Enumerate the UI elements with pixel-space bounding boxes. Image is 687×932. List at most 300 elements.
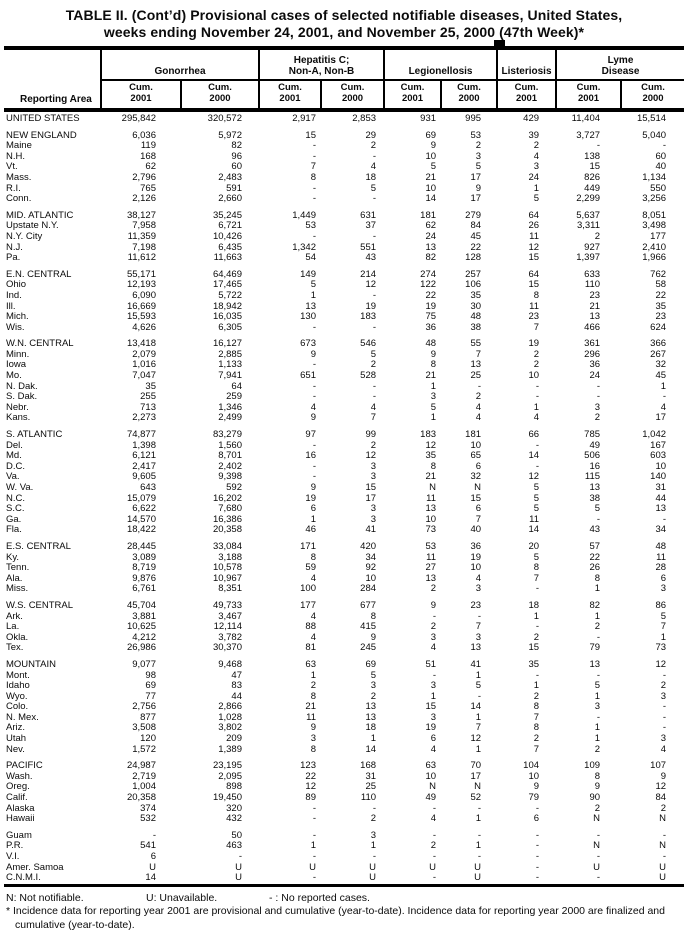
value-cell: 1 (475, 711, 482, 723)
table-row (4, 403, 684, 414)
value-cell: 6 (430, 733, 437, 745)
value-cell: - (372, 150, 377, 162)
value-cell: 15 (589, 161, 601, 173)
value-cell: 96 (231, 150, 242, 162)
value-cell: 15 (425, 701, 437, 713)
table-row (4, 863, 684, 874)
value-cell: - (596, 829, 601, 841)
value-cell: 633 (584, 268, 601, 280)
value-cell: 15,593 (126, 311, 156, 323)
value-cell: 2 (370, 140, 377, 152)
value-cell: 69 (145, 680, 156, 692)
col-header-listeriosis-cum-2001 (497, 80, 556, 110)
value-cell: 1,133 (218, 359, 242, 371)
table-row (4, 595, 684, 612)
value-cell: - (432, 829, 437, 841)
value-cell: 9 (310, 482, 316, 493)
reporting-area-cell: Mich. (6, 311, 29, 323)
value-cell: 5 (533, 551, 540, 563)
value-cell: - (535, 391, 540, 403)
reporting-area-cell: Nev. (6, 743, 25, 755)
value-cell: 7,047 (132, 370, 156, 382)
table-row (4, 441, 684, 452)
value-cell: 106 (465, 279, 482, 291)
value-cell: 122 (420, 279, 437, 291)
value-cell: - (662, 701, 667, 713)
value-cell: 12 (425, 439, 437, 451)
value-cell: 183 (420, 429, 437, 441)
value-cell: 8 (310, 551, 316, 563)
value-cell: - (312, 359, 316, 371)
reporting-area-cell: W.N. CENTRAL (6, 338, 74, 350)
value-cell: N (429, 482, 437, 493)
value-cell: 2 (660, 802, 667, 814)
reporting-area-cell: S.C. (6, 503, 25, 515)
group-header-legionellosis (384, 48, 497, 80)
value-cell: 3,256 (642, 193, 667, 205)
value-cell: - (312, 182, 316, 194)
value-cell: 2,095 (218, 770, 242, 782)
col-header-hepatitis-cum-2001 (259, 80, 321, 110)
table-row (4, 392, 684, 403)
value-cell: 10 (528, 770, 540, 782)
value-cell: 209 (226, 733, 242, 745)
col-header-hepatitis-cum-2000 (321, 80, 384, 110)
table-row (4, 772, 684, 783)
value-cell: 51 (425, 658, 437, 670)
value-cell: 8,701 (218, 450, 242, 462)
value-cell: 4 (475, 572, 482, 584)
value-cell: 59 (305, 562, 316, 574)
value-cell: 44 (231, 690, 242, 702)
value-cell: 49,733 (212, 599, 242, 611)
value-cell: 45 (655, 370, 667, 382)
value-cell: 22 (470, 241, 482, 253)
value-cell: 110 (360, 792, 377, 804)
table-row (4, 451, 684, 462)
value-cell: 62 (145, 161, 156, 173)
value-cell: 181 (420, 209, 437, 221)
value-cell: 9,605 (132, 471, 156, 483)
value-cell: 274 (420, 268, 437, 280)
table-row (4, 253, 684, 264)
value-cell: 1,004 (132, 781, 156, 793)
value-cell: 9 (310, 412, 316, 424)
value-cell: 14 (145, 872, 156, 884)
value-cell: 12 (365, 279, 377, 291)
value-cell: 138 (584, 150, 601, 162)
value-cell: 11 (529, 300, 540, 312)
reporting-area-cell: Ill. (6, 300, 16, 312)
value-cell: 15 (528, 252, 540, 264)
value-cell: 4 (475, 412, 482, 424)
col-header-lyme-cum-2000 (621, 80, 684, 110)
value-cell: - (312, 471, 316, 483)
value-cell: 677 (360, 599, 377, 611)
value-cell: - (372, 321, 377, 333)
value-cell: 2 (533, 359, 540, 371)
value-cell: - (535, 861, 540, 873)
table-title (4, 7, 684, 40)
value-cell: 296 (584, 348, 601, 360)
value-cell: 10 (425, 513, 437, 525)
value-cell: 2,402 (218, 460, 242, 472)
value-cell: 1 (594, 690, 601, 702)
value-cell: 3,802 (218, 722, 242, 734)
value-cell: 2,126 (132, 193, 156, 205)
legend-row (6, 892, 686, 906)
value-cell: 2 (533, 348, 540, 360)
value-cell: 13 (305, 300, 316, 312)
group-label: Disease (601, 66, 640, 77)
value-cell: 13 (365, 711, 377, 723)
value-cell: - (662, 722, 667, 734)
value-cell: - (372, 802, 377, 814)
value-cell: 18 (365, 722, 377, 734)
value-cell: 1 (475, 669, 482, 681)
value-cell: 1 (310, 289, 316, 301)
cum-label: Cum. (514, 82, 539, 93)
value-cell: 48 (425, 338, 437, 350)
value-cell: 38 (589, 492, 601, 504)
value-cell: 16,386 (212, 513, 242, 525)
value-cell: 7 (533, 572, 540, 584)
value-cell: 295,842 (121, 113, 156, 124)
value-cell: 6,435 (218, 241, 242, 253)
value-cell: 33,084 (212, 540, 242, 552)
year-label: 2001 (515, 92, 538, 104)
value-cell: 8 (310, 743, 316, 755)
value-cell: 16 (589, 460, 601, 472)
value-cell: 48 (655, 540, 667, 552)
value-cell: 7 (533, 743, 540, 755)
value-cell: 4 (310, 572, 316, 584)
value-cell: 5 (533, 482, 540, 493)
value-cell: 5 (310, 279, 316, 291)
value-cell: U (474, 872, 482, 884)
value-cell: - (312, 380, 316, 392)
value-cell: 2,417 (132, 460, 156, 472)
value-cell: 19 (528, 338, 540, 350)
year-label: 2001 (401, 92, 424, 104)
value-cell: 17 (470, 770, 482, 782)
cum-label: Cum. (340, 82, 365, 93)
value-cell: 4 (310, 610, 316, 622)
value-cell: 8 (533, 722, 540, 734)
cum-label: Cum. (278, 82, 302, 93)
value-cell: 2,756 (132, 701, 156, 713)
value-cell: - (596, 851, 601, 862)
value-cell: 3 (370, 829, 377, 841)
value-cell: - (477, 802, 482, 814)
value-cell: 35 (470, 289, 482, 301)
reporting-area-cell: Pa. (6, 252, 21, 264)
value-cell: - (477, 610, 482, 622)
value-cell: 16 (305, 450, 316, 462)
value-cell: 75 (425, 311, 437, 323)
value-cell: 83 (231, 680, 242, 692)
value-cell: 6,761 (132, 583, 156, 595)
year-label: 2000 (209, 92, 231, 104)
value-cell: 22 (589, 551, 601, 563)
value-cell: 1 (660, 631, 667, 643)
value-cell: 3 (370, 471, 377, 483)
table-row (4, 755, 684, 772)
value-cell: 11,404 (571, 113, 601, 124)
value-cell: 53 (425, 540, 437, 552)
value-cell: 90 (589, 792, 601, 804)
footnotes (4, 892, 686, 932)
value-cell: 46 (305, 524, 316, 536)
value-cell: 5 (430, 401, 437, 413)
value-cell: - (238, 851, 242, 862)
value-cell: - (535, 872, 540, 884)
value-cell: - (432, 872, 437, 884)
value-cell: 5 (660, 610, 667, 622)
value-cell: 10 (365, 572, 377, 584)
value-cell: 22 (655, 289, 667, 301)
value-cell: 65 (470, 450, 482, 462)
value-cell: 1 (310, 669, 316, 681)
value-cell: 55,171 (126, 268, 156, 280)
value-cell: 34 (365, 551, 377, 563)
value-cell: 14 (528, 450, 540, 462)
value-cell: 30 (470, 300, 482, 312)
value-cell: - (535, 802, 540, 814)
table-row (4, 323, 684, 334)
value-cell: 8,351 (218, 583, 242, 595)
value-cell: 36 (589, 359, 601, 371)
value-cell: 167 (650, 439, 667, 451)
reporting-area-cell: Alaska (6, 802, 35, 814)
reporting-area-cell: N. Dak. (6, 380, 38, 392)
value-cell: 17 (470, 193, 482, 205)
reporting-area-cell: Tex. (6, 642, 24, 654)
value-cell: 5 (370, 348, 377, 360)
value-cell: 15 (365, 482, 377, 493)
value-cell: 15 (305, 129, 316, 141)
value-cell: 7 (310, 161, 316, 173)
value-cell: 97 (305, 429, 316, 441)
value-cell: 23 (655, 311, 667, 323)
value-cell: 2 (533, 733, 540, 745)
value-cell: 1 (430, 690, 437, 702)
value-cell: 2,866 (218, 701, 242, 713)
value-cell: - (477, 851, 482, 862)
value-cell: 109 (584, 760, 601, 772)
value-cell: 21 (425, 471, 437, 483)
value-cell: 18,942 (212, 300, 242, 312)
table-row (4, 873, 684, 885)
value-cell: 35 (425, 450, 437, 462)
value-cell: 6 (475, 503, 482, 515)
value-cell: 5,040 (642, 129, 667, 141)
value-cell: 123 (300, 760, 316, 772)
reporting-area-cell: La. (6, 621, 20, 633)
value-cell: - (596, 380, 601, 392)
reporting-area-cell: Upstate N.Y. (6, 220, 59, 232)
value-cell: 12 (655, 658, 667, 670)
value-cell: 183 (360, 311, 377, 323)
value-cell: - (312, 230, 316, 242)
value-cell: 38,127 (126, 209, 156, 221)
value-cell: 181 (465, 429, 482, 441)
value-cell: 2 (475, 140, 482, 152)
value-cell: 9 (370, 631, 377, 643)
table-row (4, 814, 684, 825)
reporting-area-cell: Minn. (6, 348, 30, 360)
value-cell: - (535, 439, 540, 451)
value-cell: 3 (430, 680, 437, 692)
value-cell: 89 (305, 792, 316, 804)
value-cell: 12,193 (126, 279, 156, 291)
reporting-area-cell: P.R. (6, 840, 24, 852)
value-cell: 2,079 (132, 348, 156, 360)
value-cell: 53 (470, 129, 482, 141)
table-body (4, 110, 684, 885)
value-cell: 12 (528, 471, 540, 483)
table-row (4, 804, 684, 815)
value-cell: 26,986 (126, 642, 156, 654)
value-cell: - (535, 583, 540, 595)
value-cell: 8 (594, 770, 601, 782)
reporting-area-cell: C.N.M.I. (6, 872, 41, 884)
value-cell: 16,669 (126, 300, 156, 312)
value-cell: 1 (594, 610, 601, 622)
value-cell: 21 (305, 701, 316, 713)
value-cell: U (235, 872, 242, 884)
value-cell: 63 (305, 658, 316, 670)
value-cell: 10,578 (212, 562, 242, 574)
table-row (4, 110, 684, 125)
reporting-area-cell: Kans. (6, 412, 31, 424)
legend-no-reported-cases: - : No reported cases. (269, 891, 370, 904)
value-cell: 7 (533, 321, 540, 333)
table-row (4, 825, 684, 842)
value-cell: 4 (310, 631, 316, 643)
value-cell: 3,467 (218, 610, 242, 622)
value-cell: 40 (470, 524, 482, 536)
value-cell: 877 (140, 711, 156, 723)
value-cell: 27 (425, 562, 437, 574)
value-cell: 2,299 (576, 193, 601, 205)
value-cell: 84 (470, 220, 482, 232)
value-cell: 41 (470, 658, 482, 670)
reporting-area-cell: Wash. (6, 770, 33, 782)
value-cell: 32 (470, 471, 482, 483)
value-cell: 3 (660, 733, 667, 745)
value-cell: 54 (305, 252, 316, 264)
table-row (4, 525, 684, 536)
reporting-area-cell: Amer. Samoa (6, 861, 64, 873)
reporting-area-cell: Okla. (6, 631, 29, 643)
table-row (4, 312, 684, 323)
reporting-area-cell: Vt. (6, 161, 18, 173)
value-cell: 2,917 (292, 113, 316, 124)
value-cell: 1,042 (642, 429, 667, 441)
value-cell: 21 (425, 171, 437, 183)
value-cell: 5 (533, 193, 540, 205)
reporting-area-cell: Del. (6, 439, 23, 451)
group-label: Legionellosis (408, 66, 473, 77)
value-cell: 3,188 (218, 551, 242, 563)
value-cell: 1 (475, 743, 482, 755)
value-cell: 43 (365, 252, 377, 264)
legend-not-notifiable: N: Not notifiable. (6, 891, 84, 904)
value-cell: 9 (430, 599, 437, 611)
table-row (4, 713, 684, 724)
table-row (4, 782, 684, 793)
value-cell: 17,465 (212, 279, 242, 291)
value-cell: 5,972 (218, 129, 242, 141)
value-cell: 64 (231, 380, 242, 392)
value-cell: 2,885 (218, 348, 242, 360)
value-cell: - (535, 621, 540, 633)
value-cell: 14 (470, 701, 482, 713)
value-cell: 5 (370, 669, 377, 681)
value-cell: 11 (426, 551, 437, 563)
table-row (4, 162, 684, 173)
value-cell: 45,704 (126, 599, 156, 611)
table-row (4, 483, 684, 494)
value-cell: 3 (594, 701, 601, 713)
value-cell: 4 (475, 401, 482, 413)
value-cell: - (535, 460, 540, 472)
value-cell: 12 (470, 733, 482, 745)
reporting-area-cell: Wis. (6, 321, 25, 333)
col-header-lyme-cum-2001 (556, 80, 621, 110)
value-cell: 23 (470, 599, 482, 611)
value-cell: - (372, 380, 377, 392)
value-cell: 49 (425, 792, 437, 804)
value-cell: 2 (594, 621, 601, 633)
value-cell: 7 (660, 621, 667, 633)
value-cell: 6 (310, 503, 316, 515)
group-header-gonorrhea (101, 48, 259, 80)
value-cell: 177 (650, 230, 667, 242)
value-cell: 120 (140, 733, 156, 745)
table-row (4, 841, 684, 852)
value-cell: 541 (140, 840, 156, 852)
cum-label: Cum. (208, 82, 232, 93)
value-cell: - (662, 669, 667, 681)
value-cell: 3 (594, 401, 601, 413)
value-cell: 2 (370, 439, 377, 451)
table-row (4, 264, 684, 281)
table-row (4, 734, 684, 745)
value-cell: 15,514 (636, 113, 667, 124)
value-cell: 2 (370, 359, 377, 371)
value-cell: 927 (584, 241, 601, 253)
value-cell: 1 (533, 610, 540, 622)
group-header-hepatitis-c (259, 48, 384, 80)
value-cell: 16,202 (212, 492, 242, 504)
value-cell: 24,987 (126, 760, 156, 772)
value-cell: 4 (430, 642, 437, 654)
value-cell: 3 (430, 711, 437, 723)
reporting-area-cell: Iowa (6, 359, 27, 371)
reporting-area-cell: Ind. (6, 289, 22, 301)
value-cell: 11 (529, 230, 540, 242)
table-row (4, 371, 684, 382)
value-cell: 1,016 (132, 359, 156, 371)
value-cell: 20 (528, 540, 540, 552)
table-row (4, 536, 684, 553)
table-row (4, 205, 684, 222)
value-cell: 528 (360, 370, 377, 382)
value-cell: 2 (594, 802, 601, 814)
value-cell: - (596, 513, 601, 525)
